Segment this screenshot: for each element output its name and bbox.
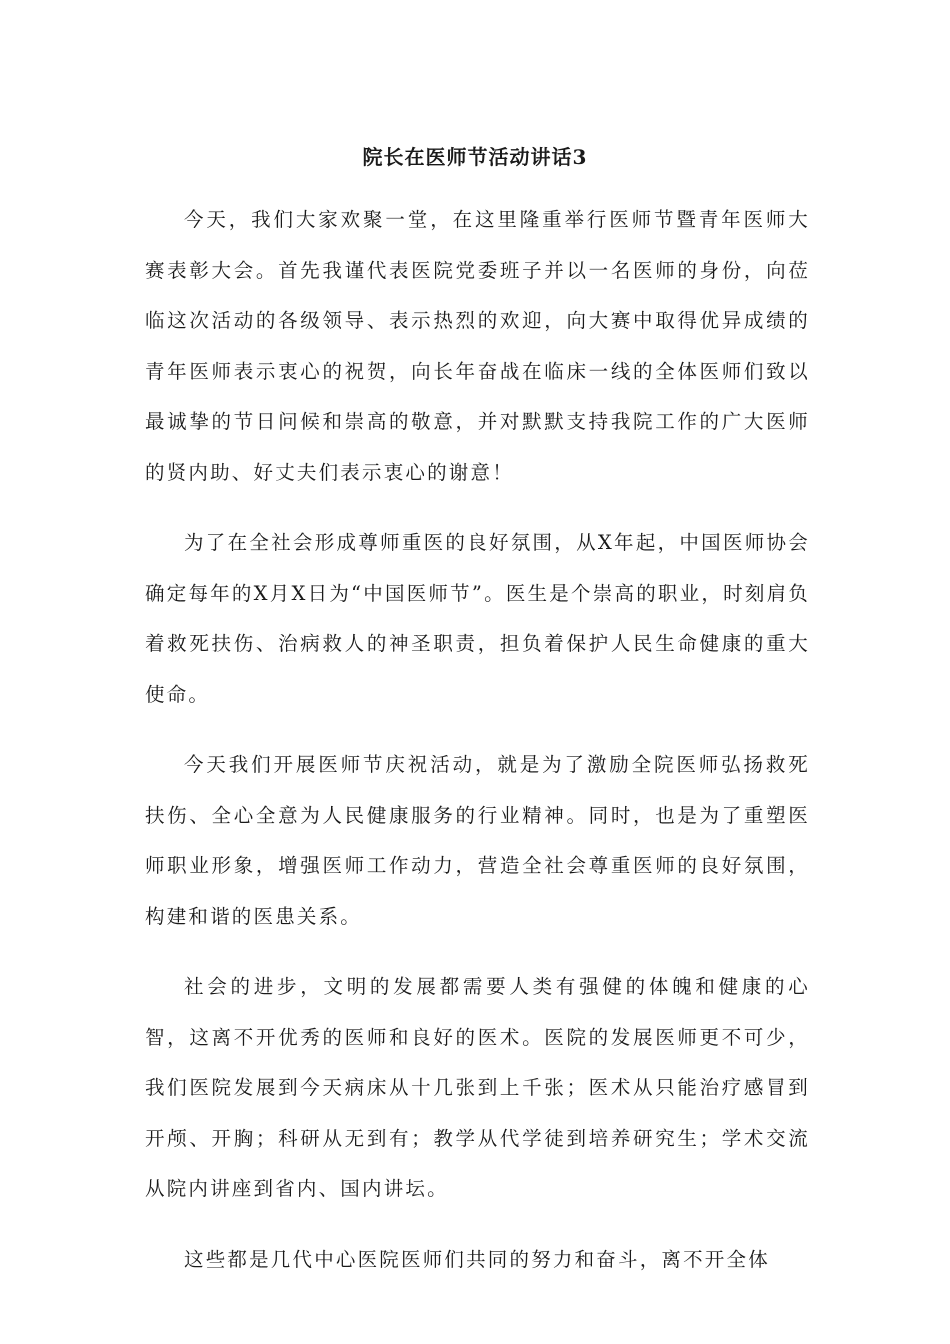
document-title: 院长在医师节活动讲话3 xyxy=(362,145,588,169)
paragraph-4: 社会的进步，文明的发展都需要人类有强健的体魄和健康的心智，这离不开优秀的医师和良好的医术。医院的发展医师更不可少，我们医院发展到今天病床从十几张到上千张；医术从只能治疗感冒到开颅、开胸；科研从无到有；教学从代学徒到培养研究生；学术交流从院内讲座到省内、国内讲坛。 xyxy=(145,975,810,1200)
paragraph-5: 这些都是几代中心医院医师们共同的努力和奋斗，离不开全体 xyxy=(184,1247,770,1271)
paragraph-2: 为了在全社会形成尊师重医的良好氛围，从X年起，中国医师协会确定每年的X月X日为“中国医师节”。医生是个崇高的职业，时刻肩负着救死扶伤、治病救人的神圣职责，担负着保护人民生命健康的重大使命。 xyxy=(145,531,810,706)
paragraph-1: 今天，我们大家欢聚一堂，在这里隆重举行医师节暨青年医师大赛表彰大会。首先我谨代表医院党委班子并以一名医师的身份，向莅临这次活动的各级领导、表示热烈的欢迎，向大赛中取得优异成绩的青年医师表示衷心的祝贺，向长年奋战在临床一线的全体医师们致以最诚挚的节日问候和崇高的敬意，并对默默支持我院工作的广大医师的贤内助、好丈夫们表示衷心的谢意！ xyxy=(145,208,810,484)
paragraph-3: 今天我们开展医师节庆祝活动，就是为了激励全院医师弘扬救死扶伤、全心全意为人民健康服务的行业精神。同时，也是为了重塑医师职业形象，增强医师工作动力，营造全社会尊重医师的良好氛围，构建和谐的医患关系。 xyxy=(145,753,810,928)
document-body xyxy=(145,195,810,1305)
